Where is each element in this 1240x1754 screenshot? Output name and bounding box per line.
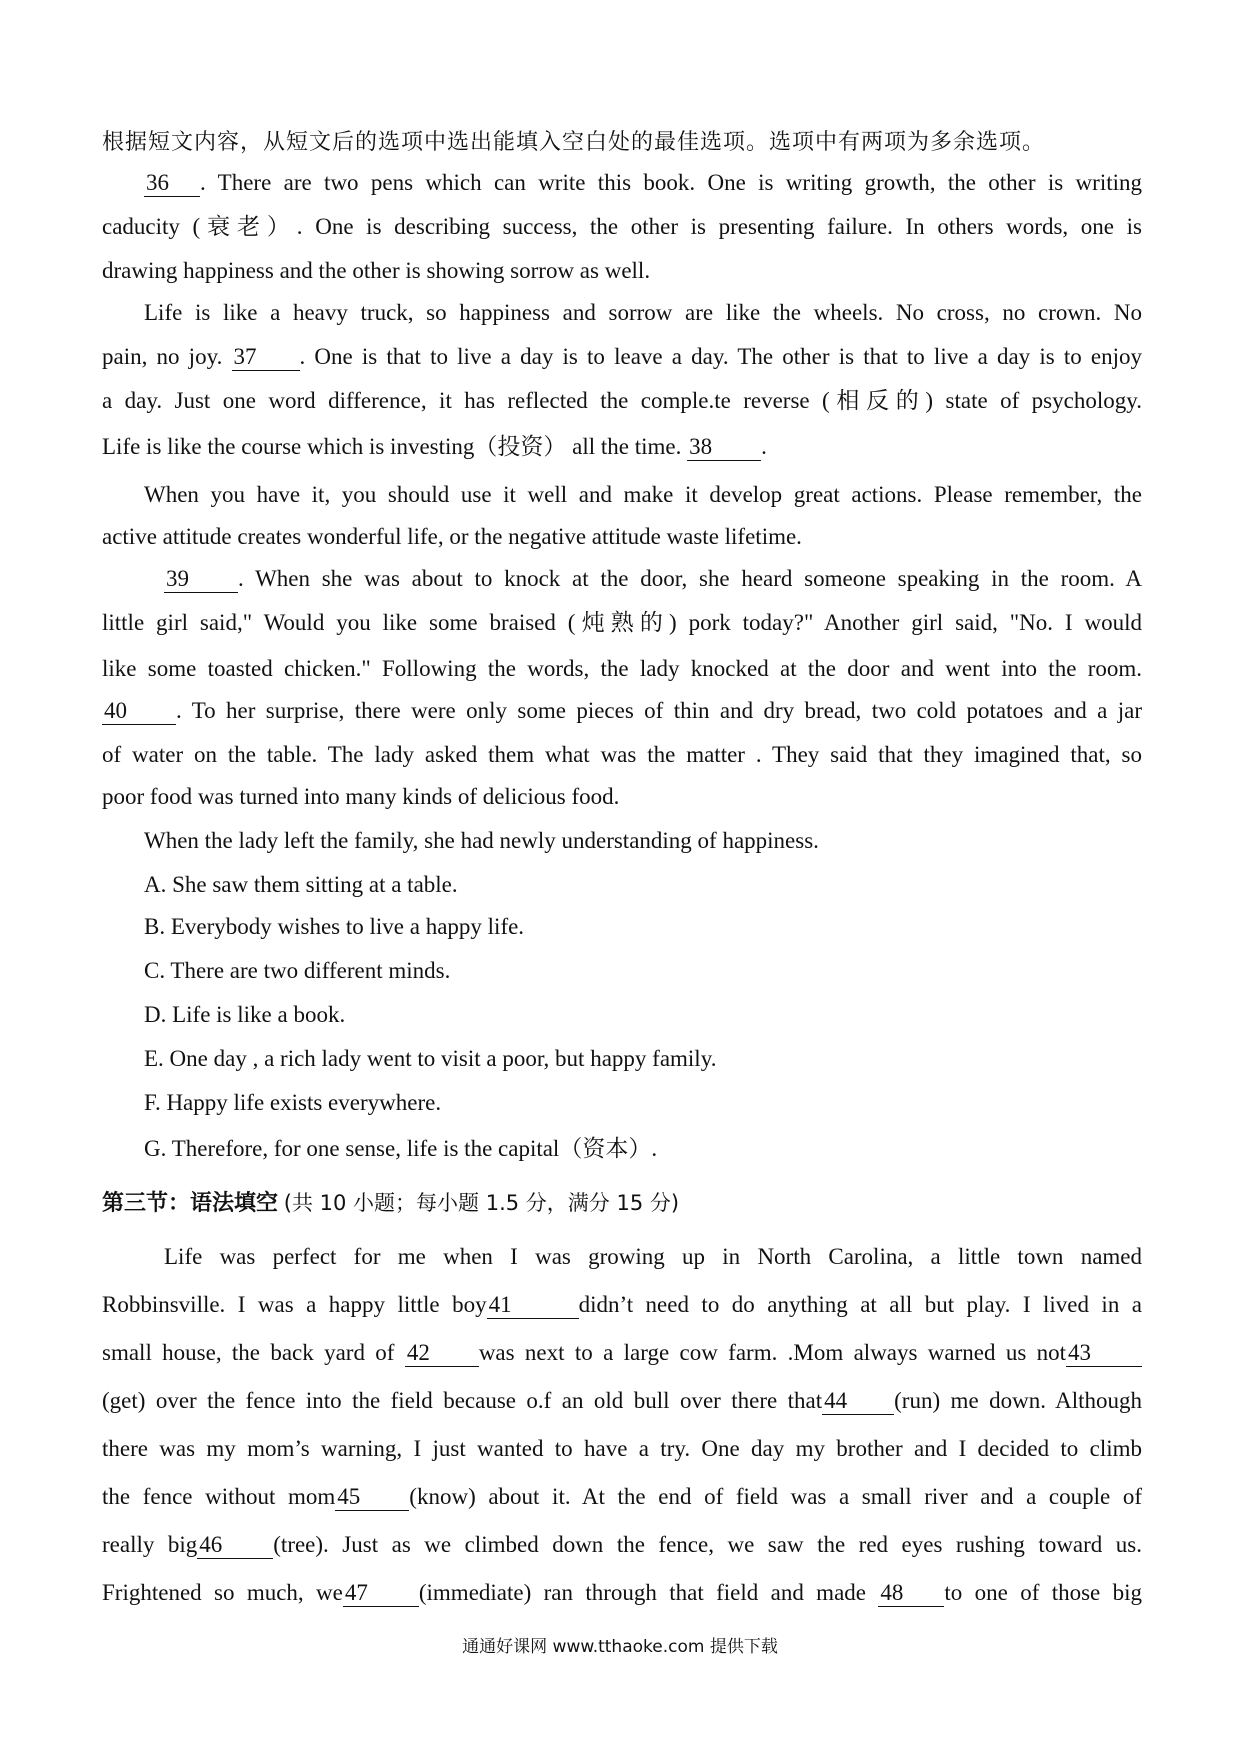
page-footer: 通通好课网 www.tthaoke.com 提供下载 — [462, 1637, 778, 1657]
p2-text-d: . — [761, 434, 767, 459]
g8-text-b: (immediate) ran through that field and made — [418, 1580, 866, 1605]
paragraph-2-line-2 — [102, 342, 1142, 372]
option-d: D. Life is like a book. — [144, 1002, 346, 1027]
g8-text-c: to one of those big — [944, 1580, 1143, 1605]
g7-text-a: really big — [102, 1532, 198, 1557]
grammar-line-3 — [102, 1338, 1142, 1368]
option-a: A. She saw them sitting at a table. — [144, 872, 458, 897]
p2-text-b: . One is that to live a day is to leave a day. The other is that to live a day is to enjoy — [299, 344, 1142, 369]
g6-text-a: the fence without mom — [102, 1484, 336, 1509]
paragraph-4-line-2: little girl said," Would you like some braised (炖熟的) pork today?" Another girl said, "No. I would — [102, 610, 1142, 635]
paragraph-4-line-1 — [164, 564, 1142, 594]
g2-text-b: didn’t need to do anything at all but play. I lived in a — [578, 1292, 1142, 1317]
grammar-line-5: there was my mom’s warning, I just wanted to have a try. One day my brother and I decided to climb — [102, 1436, 1142, 1461]
g6-text-b: (know) about it. At the end of field was a small river and a couple of — [409, 1484, 1142, 1509]
section-instruction: 根据短文内容，从短文后的选项中选出能填入空白处的最佳选项。选项中有两项为多余选项。 — [102, 130, 1046, 155]
paragraph-1-line-1 — [144, 168, 1142, 198]
paragraph-2-line-3: a day. Just one word difference, it has reflected the comple.te reverse (相反的) state of psychology. — [102, 388, 1142, 413]
g4-text-b: (run) me down. Although — [894, 1388, 1142, 1413]
g8-text-a: Frightened so much, we — [102, 1580, 343, 1605]
blank-46[interactable]: 46 — [197, 1532, 273, 1559]
grammar-line-6 — [102, 1482, 1142, 1512]
section-3-title: 第三节：语法填空 — [102, 1191, 279, 1216]
p4-text-4: . To her surprise, there were only some pieces of thin and dry bread, two cold potatoes and a jar — [176, 698, 1142, 723]
paragraph-2-line-4 — [102, 432, 1142, 462]
paragraph-1-line-2: caducity (衰老）. One is describing success, the other is presenting failure. In others words, one is — [102, 214, 1142, 239]
option-c: C. There are two different minds. — [144, 958, 451, 983]
option-g: G. Therefore, for one sense, life is the capital（资本）. — [144, 1136, 658, 1161]
blank-38[interactable]: 38 — [687, 434, 761, 461]
grammar-line-2 — [102, 1290, 1142, 1320]
paragraph-2-line-1: Life is like a heavy truck, so happiness and sorrow are like the wheels. No cross, no crown. No — [144, 300, 1142, 325]
paragraph-4-line-4 — [102, 696, 1142, 726]
blank-48[interactable]: 48 — [878, 1580, 944, 1607]
option-e: E. One day , a rich lady went to visit a poor, but happy family. — [144, 1046, 717, 1071]
grammar-line-8 — [102, 1578, 1142, 1608]
section-3-heading — [102, 1188, 1142, 1219]
p2-text-c: Life is like the course which is investing（投资） all the time. — [102, 434, 682, 459]
blank-37[interactable]: 37 — [232, 344, 300, 371]
g2-text-a: Robbinsville. I was a happy little boy — [102, 1292, 487, 1317]
option-b: B. Everybody wishes to live a happy life. — [144, 914, 525, 939]
g4-text-a: (get) over the fence into the field because o.f an old bull over there that — [102, 1388, 823, 1413]
blank-39[interactable]: 39 — [164, 566, 238, 593]
blank-45[interactable]: 45 — [335, 1484, 409, 1511]
paragraph-4-line-3: like some toasted chicken." Following the words, the lady knocked at the door and went into the room. — [102, 656, 1142, 681]
p2-text-a: pain, no joy. — [102, 344, 223, 369]
blank-36[interactable]: 36 — [144, 170, 200, 197]
paragraph-3-line-2: active attitude creates wonderful life, or the negative attitude waste lifetime. — [102, 524, 802, 549]
option-f: F. Happy life exists everywhere. — [144, 1090, 442, 1115]
p1-text-1: . There are two pens which can write this book. One is writing growth, the other is writing — [200, 170, 1142, 195]
paragraph-5: When the lady left the family, she had newly understanding of happiness. — [144, 828, 819, 853]
g3-text-a: small house, the back yard of — [102, 1340, 395, 1365]
grammar-line-7 — [102, 1530, 1142, 1560]
blank-42[interactable]: 42 — [405, 1340, 479, 1367]
blank-43[interactable]: 43 — [1066, 1340, 1142, 1367]
section-3-note: (共 10 小题；每小题 1.5 分，满分 15 分) — [283, 1191, 680, 1215]
blank-40[interactable]: 40 — [102, 698, 176, 725]
grammar-line-1: Life was perfect for me when I was growing up in North Carolina, a little town named — [164, 1244, 1142, 1269]
grammar-line-4 — [102, 1386, 1142, 1416]
g3-text-b: was next to a large cow farm. .Mom always warned us not — [478, 1340, 1067, 1365]
paragraph-3-line-1: When you have it, you should use it well and make it develop great actions. Please remember, the — [144, 482, 1142, 507]
blank-47[interactable]: 47 — [343, 1580, 419, 1607]
paragraph-4-line-6: poor food was turned into many kinds of delicious food. — [102, 784, 620, 809]
blank-44[interactable]: 44 — [822, 1388, 894, 1415]
paragraph-4-line-5: of water on the table. The lady asked them what was the matter . They said that they imagined that, so — [102, 742, 1142, 767]
blank-41[interactable]: 41 — [487, 1292, 579, 1319]
g7-text-b: (tree). Just as we climbed down the fence, we saw the red eyes rushing toward us. — [273, 1532, 1143, 1557]
paragraph-1-line-3: drawing happiness and the other is showing sorrow as well. — [102, 258, 651, 283]
p4-text-1: . When she was about to knock at the door, she heard someone speaking in the room. A — [238, 566, 1142, 591]
